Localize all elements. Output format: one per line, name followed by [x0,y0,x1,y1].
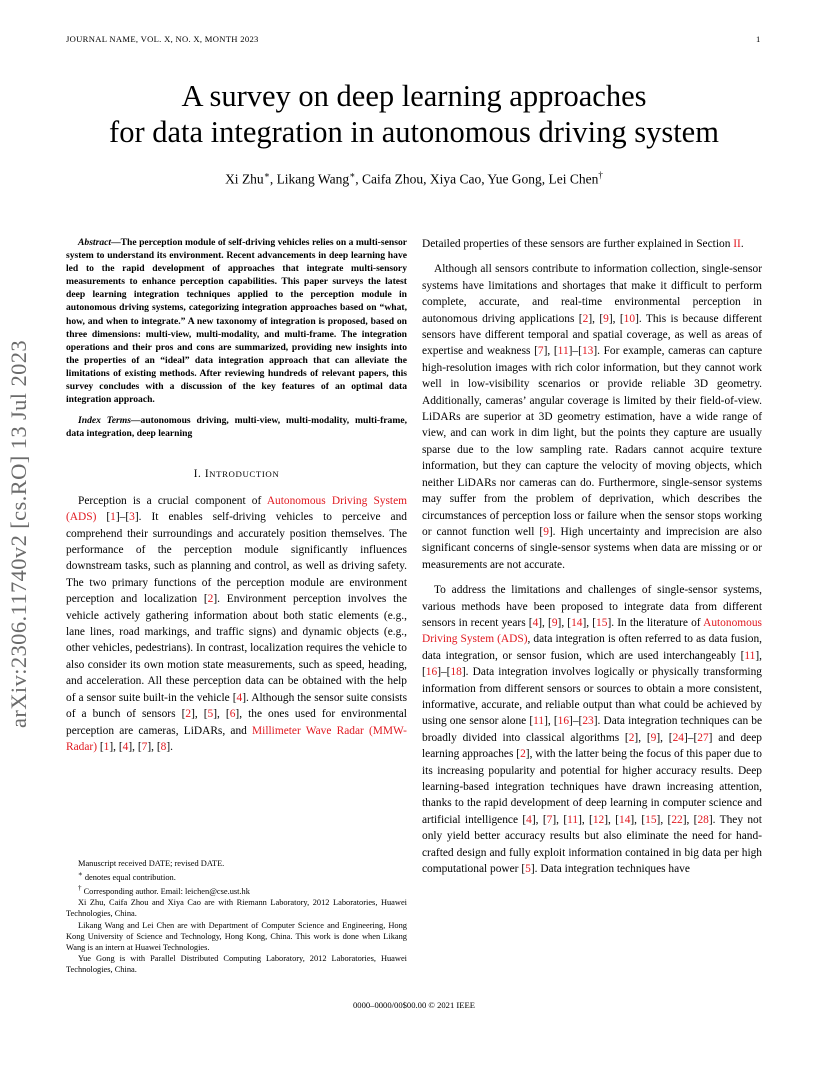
citation-link[interactable]: 13 [581,345,594,358]
footnotes [66,858,407,976]
footnote-affiliation-3: Yue Gong is with Parallel Distributed Computing Laboratory, 2012 Laboratories, Huawei Technologies, China. [66,954,407,975]
citation-link[interactable]: 18 [450,666,462,679]
citation-link[interactable]: 7 [537,345,544,358]
citation-link[interactable]: 4 [526,813,532,826]
citation-link[interactable]: 5 [525,863,531,876]
author-name: Xi Zhu [225,171,264,187]
citation-link[interactable]: 12 [592,813,605,826]
abstract-text: —The perception module of self-driving vehicles relies on a multi-sensor system to understand its environment. Recent advancements in deep learning have led to the rapid development of approaches that integrate multi-sensory measurements to enhance perception capabilities. This paper surveys the latest deep learning integration techniques applied to the perception module in autonomous driving systems, categorizing integration approaches based on “what, how, and when to integrate.” A new taxonomy of integration is proposed, based on three dimensions: multi-view, multi-modality, and multi-frame. The integration operations and their pros and cons are summarized, providing new insights into the properties of an “ideal” data integration approach that can alleviate the limitations of existing methods. After reviewing hundreds of relevant papers, this survey concludes with a discussion of the key features of an optimal data integration approach. [66,237,407,406]
section-number: I. [193,468,205,481]
corresponding-author-mark: † [598,170,603,180]
equal-contribution-mark: ∗ [263,170,270,180]
section-heading-introduction [66,466,407,482]
citation-link[interactable]: 16 [557,715,570,728]
index-terms [66,414,407,440]
citation-link[interactable]: 2 [520,748,526,761]
abstract [66,236,407,406]
citation-link[interactable]: 9 [603,312,609,325]
running-header: JOURNAL NAME, VOL. X, NO. X, MONTH 2023 [66,34,259,44]
citation-link[interactable]: 2 [185,708,192,721]
citation-link[interactable]: 14 [571,616,583,629]
author-name: , Caifa Zhou, Xiya Cao, Yue Gong, Lei Chen [355,171,599,187]
citation-link[interactable]: 9 [650,731,657,744]
citation-link[interactable]: 15 [645,813,657,826]
footnote-equal: ∗ denotes equal contribution. [78,870,176,882]
citation-link[interactable]: 4 [532,616,539,629]
page-number: 1 [756,34,761,44]
abstract-lead: Abstract [78,237,112,248]
section-title-rest: NTRODUCTION [209,469,280,480]
citation-link[interactable]: 11 [744,649,756,662]
acronym-link-mmw-radar[interactable]: Millimeter Wave Radar (MMW-Radar) [66,724,407,753]
citation-link[interactable]: 11 [557,345,569,358]
citation-link[interactable]: 7 [546,813,553,826]
citation-link[interactable]: 16 [425,666,438,679]
citation-link[interactable]: 2 [582,312,589,325]
citation-link[interactable]: 4 [236,691,243,704]
paragraph-single-sensor: Although all sensors contribute to information collection, single-sensor systems have limitations and shortages that make it difficult to perform complete, accurate, and real-time environmental perception in autonomous driving applications [2], [9], [10]. This is because different sensors have different temporal and spatial coverage, as well as areas of expertise and weakness [7], [11]–[13]. For example, cameras can capture high-resolution images with rich color information, but they cannot work well in low-visibility scenarios or provide reliable 3D geometry. Additionally, cameras’ angular coverage is limited by their field-of-view. LiDARs are superior at 3D geometry estimation, have a wide range of view, and can work in dim light, but the points they capture are usually sparse due to the low sampling rate. Radars cannot acquire texture information, but they can capture the velocity of moving objects, which neither LiDARs nor cameras can do. Furthermore, single-sensor systems may suffer from the problem of deprivation, which describes the circumstances of perception loss or failure when the sensor stops working or cannot function well [9]. High uncertainty and imprecision are also significant concerns of single-sensor systems when data are missing or or measurements are not accurate. [422,263,762,571]
section-link[interactable]: II [733,238,741,250]
copyright-footer: 0000–0000/00$00.00 © 2021 IEEE [352,1000,476,1010]
citation-link[interactable]: 1 [110,511,116,524]
left-column [66,236,407,755]
citation-link[interactable]: 1 [103,740,110,753]
citation-link[interactable]: 23 [582,715,594,728]
citation-link[interactable]: 11 [567,813,579,826]
citation-link[interactable]: 15 [596,616,608,629]
footnote-corresponding: † Corresponding author. Email: leichen@cse.ust.hk [78,884,250,896]
citation-link[interactable]: 9 [551,616,558,629]
citation-link[interactable]: 11 [533,715,545,728]
citation-link[interactable]: 2 [207,593,214,606]
paragraph-data-integration: To address the limitations and challenges of single-sensor systems, various methods have been proposed to integrate data from different sensors in recent years [4], [9], [14], [15]. In the literature of Autonomous Driving System (ADS), data integration is often referred to as data fusion, data integration, or sensor fusion, which are used interchangeably [11], [16]–[18]. Data integration involves logically or physically transforming information from different sensors or sources to obtain a more consistent, informative, accurate, and reliable output than what could be achieved by using one sensor alone [11], [16]–[23]. Data integration techniques can be broadly divided into classical algorithms [2], [9], [24]–[27] and deep learning approaches [2], with the latter being the focus of this paper due to its increasing popularity and potential for higher accuracy results. Deep learning-based integration techniques have drawn increasing attention, thanks to the rapid development of deep learning in computer science and artificial intelligence [4], [7], [11], [12], [14], [15], [22], [28]. They not only yield better accuracy results but also eliminate the need for hand-crafted design and fully exploit information contained in big data per high computational power [5]. Data integration techniques have [422,584,762,876]
section-initial: I [204,468,210,481]
citation-link[interactable]: 10 [623,312,636,325]
citation-link[interactable]: 5 [207,708,214,721]
citation-link[interactable]: 7 [141,740,148,753]
paper-title [60,78,768,150]
arxiv-stamp: arXiv:2306.11740v2 [cs.RO] 13 Jul 2023 [6,339,31,728]
index-terms-text: —autonomous driving, multi-view, multi-modality, multi-frame, data integration, deep learning [66,415,407,440]
citation-link[interactable]: 4 [122,740,129,753]
author-name: , Likang Wang [269,171,350,187]
acronym-link-ads[interactable]: Autonomous Driving System (ADS) [422,616,762,646]
equal-contribution-mark: ∗ [349,170,356,180]
title-line-1: A survey on deep learning approaches [181,79,647,113]
acronym-link-ads[interactable]: Autonomous Driving System (ADS) [66,494,407,524]
intro-paragraph-1: Perception is a crucial component of Autonomous Driving System (ADS) [1]–[3]. It enables self-driving vehicles to perceive and comprehend their surroundings and accurately position themselves. The performance of the perception module significantly influences downstream tasks, such as planning and control, as well as driving safety. The two primary functions of the perception module are environment perception and localization [2]. Environment perception involves the vehicle actively gathering information about both static elements (e.g., lane lines, road markings, and traffic signs) and dynamic objects (e.g., other vehicles, pedestrians). In contrast, localization requires the vehicle to also consider its own motion state measurements, such as speed, heading, and acceleration. All these perception data can be obtained with the help of a sensor suite built-in the vehicle [4]. Although the sensor suite consists of a bunch of sensors [2], [5], [6], the ones used for environmental perception are cameras, LiDARs, and Millimeter Wave Radar (MMW-Radar) [1], [4], [7], [8]. [66,494,407,753]
citation-link[interactable]: 2 [628,731,635,744]
citation-link[interactable]: 6 [229,708,236,721]
citation-link[interactable]: 3 [129,511,135,524]
continued-paragraph: Detailed properties of these sensors are further explained in Section II. [422,238,744,250]
citation-link[interactable]: 27 [697,731,709,744]
citation-link[interactable]: 22 [671,813,683,826]
title-line-2: for data integration in autonomous driving system [109,115,719,149]
author-list [60,170,768,188]
citation-link[interactable]: 8 [160,740,167,753]
right-column [422,236,762,877]
footnote-affiliation-1: Xi Zhu, Caifa Zhou and Xiya Cao are with Riemann Laboratory, 2012 Laboratories, Huawei Technologies, China. [66,898,407,919]
citation-link[interactable]: 28 [697,813,709,826]
citation-link[interactable]: 14 [619,813,631,826]
footnote-manuscript: Manuscript received DATE; revised DATE. [78,859,225,868]
citation-link[interactable]: 9 [543,525,549,538]
footnote-affiliation-2: Likang Wang and Lei Chen are with Department of Computer Science and Engineering, Hong Kong University of Science and Technology, Hong Kong, China. This work is done when Likang Wang is an intern at Huawei Technologies. [66,920,407,953]
citation-link[interactable]: 24 [672,731,684,744]
index-terms-lead: Index Terms [78,415,131,427]
